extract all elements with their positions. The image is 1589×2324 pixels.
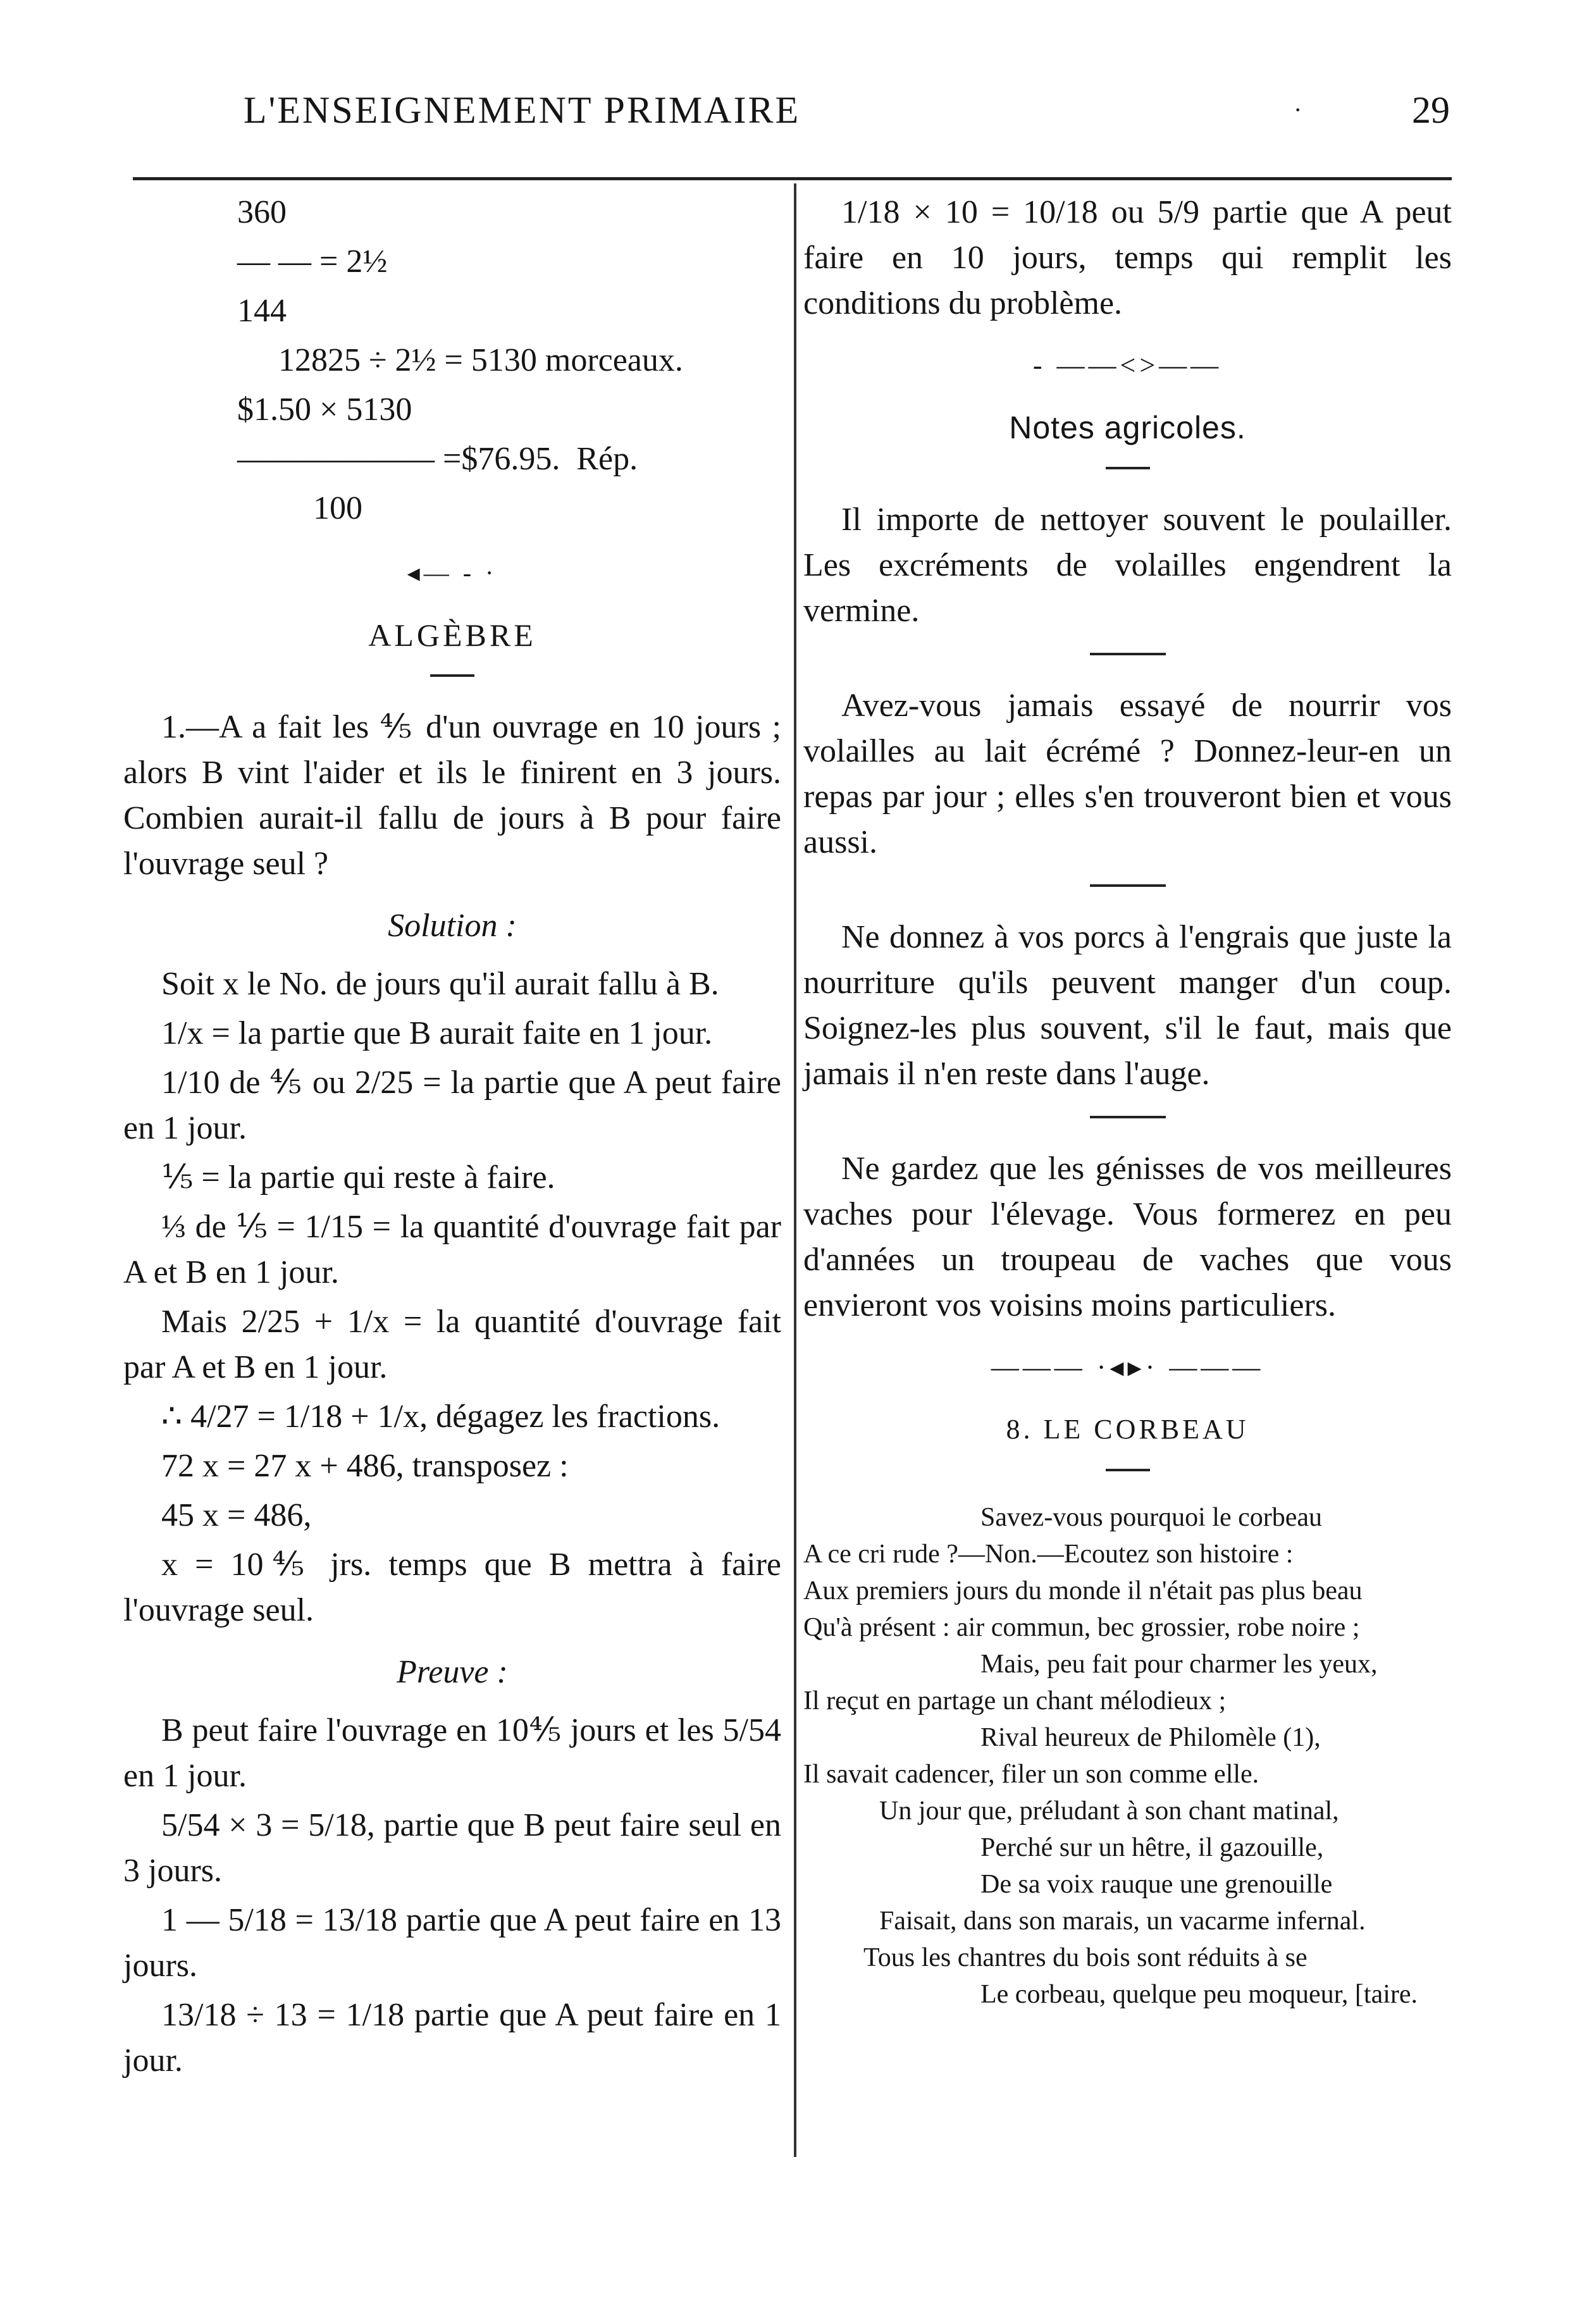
short-rule (430, 674, 474, 677)
ornament: - ——<>—— (1032, 350, 1223, 381)
solution-line: 1/x = la partie que B aurait faite en 1 jour. (161, 1015, 713, 1051)
ornament: ——— ·◂▸· ——— (991, 1352, 1264, 1383)
intro-text: 1/18 × 10 = 10/18 ou 5/9 partie que A peut faire en 10 jours, temps qui remplit les conditions du problème. (803, 194, 1452, 321)
poem-line: Il reçut en partage un chant mélodieux ; (803, 1686, 1227, 1715)
solution-line: Mais 2/25 + 1/x = la quantité d'ouvrage fait par A et B en 1 jour. (123, 1304, 781, 1385)
poem-line: Aux premiers jours du monde il n'était pas plus beau (803, 1576, 1363, 1605)
solution-line: x = 10⅘ jrs. temps que B mettra à faire l'ouvrage seul. (123, 1547, 781, 1628)
poem-line: De sa voix rauque une grenouille (980, 1870, 1333, 1899)
solution-line: ⅕ = la partie qui reste à faire. (161, 1159, 555, 1196)
right-column (803, 190, 1452, 2013)
separator-rule (1090, 1116, 1166, 1118)
poem-line: A ce cri rude ?—Non.—Ecoutez son histoire : (803, 1540, 1294, 1569)
poem-line: Le corbeau, quelque peu moqueur, [taire. (980, 1980, 1418, 2009)
left-column (123, 190, 781, 2087)
calc-line: $1.50 × 5130 (237, 392, 412, 428)
calc-line: 12825 ÷ 2½ = 5130 morceaux. (278, 342, 683, 378)
proof-line: B peut faire l'ouvrage en 10⅘ jours et les 5/54 en 1 jour. (123, 1712, 781, 1794)
poem-line: Savez-vous pourquoi le corbeau (980, 1503, 1322, 1532)
column-divider (794, 183, 796, 2157)
calc-line: 144 (237, 293, 287, 329)
calc-line: 360 (237, 194, 287, 230)
note-paragraph: Ne donnez à vos porcs à l'engrais que juste la nourriture qu'ils peuvent manger d'un coup. Soignez-les plus souvent, s'il le faut, mais que jamais il n'en reste dans l'auge. (803, 919, 1452, 1092)
poem-line: Perché sur un hêtre, il gazouille, (980, 1833, 1324, 1862)
ornament: ◂— - · (407, 559, 498, 587)
note-paragraph: Il importe de nettoyer souvent le poulailler. Les excréments de volailles engendrent la vermine. (803, 502, 1452, 629)
poem-line: Tous les chantres du bois sont réduits à se (863, 1943, 1308, 1972)
note-paragraph: Ne gardez que les génisses de vos meilleures vaches pour l'élevage. Vous formerez en peu d'années un troupeau de vaches que vous envieront vos voisins moins particuliers. (803, 1151, 1452, 1323)
proof-line: 1 — 5/18 = 13/18 partie que A peut faire en 13 jours. (123, 1902, 781, 1984)
solution-line: ⅓ de ⅕ = 1/15 = la quantité d'ouvrage fait par A et B en 1 jour. (123, 1209, 781, 1290)
separator-rule (1090, 884, 1166, 887)
note-paragraph: Avez-vous jamais essayé de nourrir vos volailles au lait écrémé ? Donnez-leur-en un repas par jour ; elles s'en trouveront bien et vous aussi. (803, 688, 1452, 860)
solution-title: Solution : (388, 908, 517, 944)
separator-rule (1090, 653, 1166, 655)
short-rule (1106, 467, 1150, 469)
calc-line: — — = 2½ (237, 244, 388, 280)
short-rule (1106, 1469, 1150, 1471)
section-title-algebre: ALGÈBRE (368, 617, 536, 653)
running-header: L'ENSEIGNEMENT PRIMAIRE (243, 89, 801, 131)
poem-line: Rival heureux de Philomèle (1), (980, 1723, 1321, 1752)
poem-title: 8. LE CORBEAU (1006, 1414, 1249, 1445)
solution-line: 1/10 de ⅘ ou 2/25 = la partie que A peut faire en 1 jour. (123, 1065, 781, 1146)
proof-line: 5/54 × 3 = 5/18, partie que B peut faire seul en 3 jours. (123, 1807, 781, 1889)
calc-line: 100 (313, 490, 362, 526)
solution-line: ∴ 4/27 = 1/18 + 1/x, dégagez les fractions. (161, 1399, 720, 1435)
poem-line: Mais, peu fait pour charmer les yeux, (980, 1650, 1378, 1679)
problem-text: 1.—A a fait les ⅘ d'un ouvrage en 10 jours ; alors B vint l'aider et ils le finirent en 3 jours. Combien aurait-il fallu de jours à B pour faire l'ouvrage seul ? (123, 709, 781, 882)
poem-line: Un jour que, préludant à son chant matinal, (879, 1796, 1339, 1826)
solution-line: 72 x = 27 x + 486, transposez : (161, 1448, 569, 1484)
poem-line: Faisait, dans son marais, un vacarme infernal. (879, 1907, 1366, 1936)
solution-line: 45 x = 486, (161, 1497, 312, 1533)
notes-title: Notes agricoles. (1009, 410, 1246, 445)
proof-line: 13/18 ÷ 13 = 1/18 partie que A peut faire en 1 jour. (123, 1997, 781, 2079)
header-rule (133, 177, 1452, 180)
solution-line: Soit x le No. de jours qu'il aurait fallu à B. (161, 966, 719, 1002)
poem-line: Qu'à présent : air commun, bec grossier, robe noire ; (803, 1613, 1360, 1642)
proof-title: Preuve : (397, 1654, 508, 1690)
poem-line: Il savait cadencer, filer un son comme elle. (803, 1760, 1259, 1789)
calc-line: —————— =$76.95. Rép. (237, 441, 638, 477)
page-number: 29 (1412, 89, 1450, 131)
header-dot: · (1294, 96, 1302, 124)
